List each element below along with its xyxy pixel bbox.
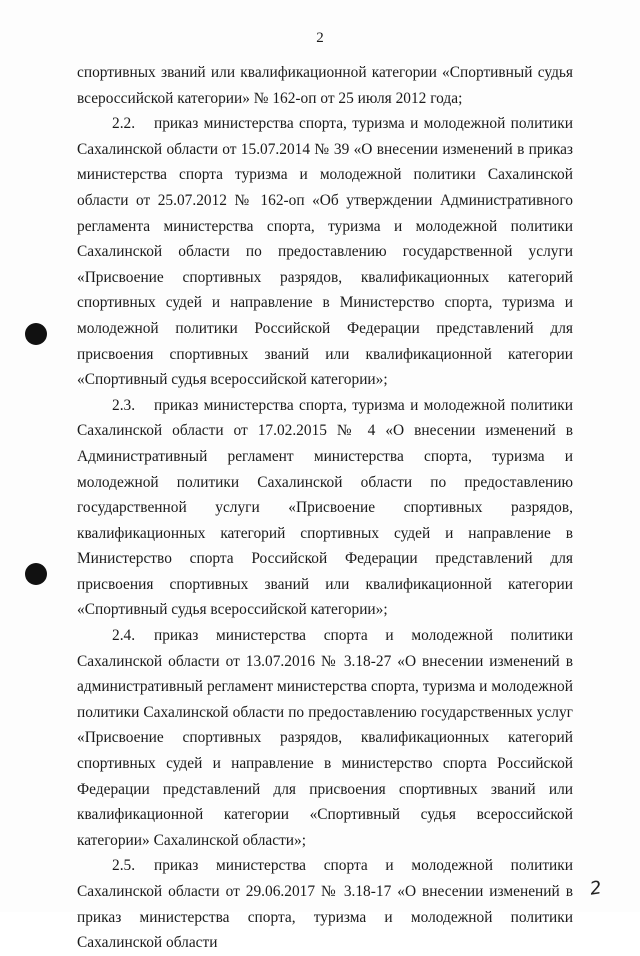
- document-body: [77, 60, 573, 956]
- intro-paragraph: спортивных званий или квалификационной категории «Спортивный судья всероссийской категории» № 162-оп от 25 июля 2012 года;: [77, 64, 573, 107]
- page-number: 2: [316, 30, 324, 46]
- punch-hole: [25, 563, 47, 585]
- punch-hole: [25, 323, 47, 345]
- item-number: 2.4.: [112, 627, 136, 645]
- handwritten-mark: 2: [588, 877, 603, 900]
- list-item: [77, 853, 573, 955]
- item-number: 2.3.: [112, 396, 136, 414]
- item-number: 2.2.: [112, 115, 136, 133]
- item-text: приказ министерства спорта и молодежной политики Сахалинской области от 13.07.2016 № 3.18-27 «О внесении изменений в административный регламент министерства спорта, туризма и молодежной политики Сахалинской области по предоставлению государственных услуг «Присвоение спортивных разрядов, квалификационных категорий спортивных судей и направление в министерство спорта Российской Федерации представлений для присвоения спортивных званий или квалификационной категории «Спортивный судья всероссийской категории» Сахалинской области»;: [77, 627, 573, 849]
- item-text: приказ министерства спорта и молодежной политики Сахалинской области от 29.06.2017 № 3.18-17 «О внесении изменений в приказ министерства спорта, туризма и молодежной политики Сахалинской области: [77, 857, 573, 952]
- list-item: [77, 111, 573, 393]
- item-text: приказ министерства спорта, туризма и молодежной политики Сахалинской области от 17.02.2015 № 4 «О внесении изменений в Административный регламент министерства спорта, туризма и молодежной политики Сахалинской области по предоставлению государственной услуги «Присвоение спортивных разрядов, квалификационных категорий спортивных судей и направление в Министерство спорта Российской Федерации представлений для присвоения спортивных званий или квалификационной категории «Спортивный судья всероссийской категории»;: [77, 396, 573, 619]
- item-number: 2.5.: [112, 857, 136, 875]
- list-item: [77, 393, 573, 623]
- list-item: [77, 623, 573, 853]
- item-text: приказ министерства спорта, туризма и молодежной политики Сахалинской области от 15.07.2014 № 39 «О внесении изменений в приказ министерства спорта туризма и молодежной политики Сахалинской области от 25.07.2012 № 162-оп «Об утверждении Административного регламента министерства спорта, туризма и молодежной политики Сахалинской области по предоставлению государственной услуги «Присвоение спортивных разрядов, квалификационных категорий спортивных судей и направление в Министерство спорта, туризма и молодежной политики Российской Федерации представлений для присвоения спортивных званий или квалификационной категории «Спортивный судья всероссийской категории»;: [77, 115, 573, 389]
